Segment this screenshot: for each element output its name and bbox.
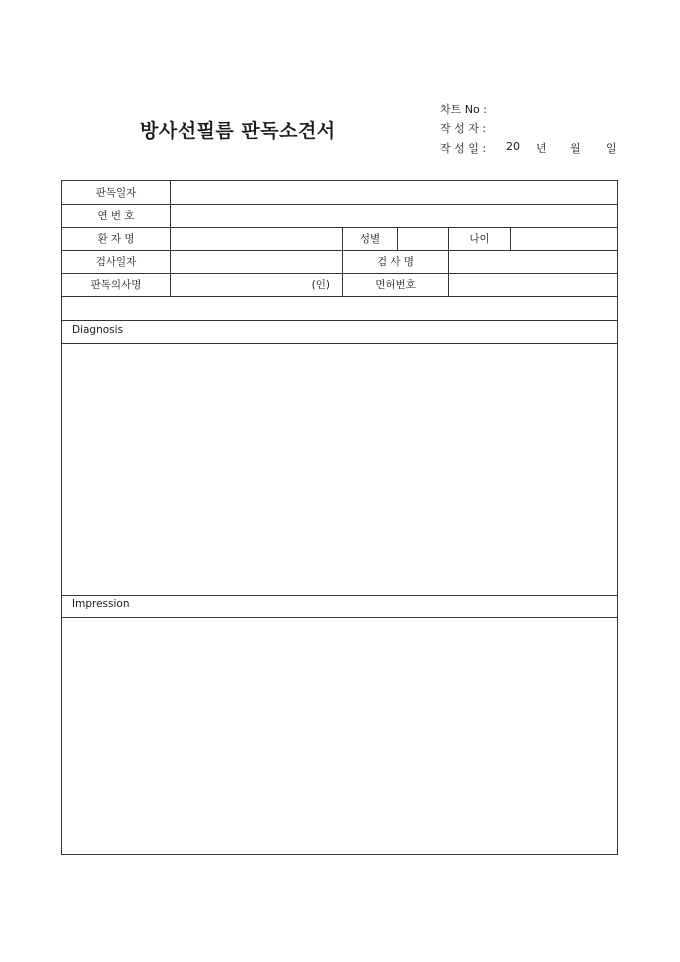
seal-mark: (인)	[311, 279, 330, 291]
age-field[interactable]	[511, 227, 617, 250]
sex-field[interactable]	[398, 227, 448, 250]
date-line	[440, 140, 620, 154]
exam-date-label: 검사일자	[95, 256, 137, 268]
exam-date-field[interactable]	[171, 250, 342, 273]
row-divider	[62, 320, 617, 321]
doctor-name-field[interactable]	[171, 273, 342, 296]
blank-row	[62, 296, 617, 320]
diagnosis-heading: Diagnosis	[72, 324, 124, 336]
exam-name-field[interactable]	[449, 250, 617, 273]
chart-no-label: 차트 No :	[440, 103, 487, 116]
reading-date-field[interactable]	[171, 181, 617, 204]
writer-line	[440, 120, 486, 136]
diagnosis-area[interactable]	[62, 344, 617, 595]
serial-no-label: 연 번 호	[97, 210, 135, 222]
patient-name-label: 환 자 명	[97, 233, 135, 245]
serial-no-field[interactable]	[171, 204, 617, 227]
date-label: 작 성 일 :	[440, 142, 487, 155]
exam-name-label: 검 사 명	[376, 256, 415, 268]
patient-name-field[interactable]	[171, 227, 342, 250]
sex-label: 성별	[359, 233, 381, 245]
date-year-unit: 년	[536, 142, 547, 155]
impression-area[interactable]	[62, 618, 617, 854]
license-no-label: 면허번호	[375, 279, 416, 291]
impression-heading: Impression	[72, 598, 130, 610]
license-no-field[interactable]	[449, 273, 617, 296]
date-year-prefix: 20	[506, 140, 520, 153]
document-title: 방사선필름 판독소견서	[140, 120, 336, 142]
doctor-name-label: 판독의사명	[90, 279, 142, 291]
age-label: 나이	[469, 233, 490, 245]
chart-no-line	[440, 101, 487, 117]
reading-date-label: 판독일자	[95, 187, 137, 199]
writer-label: 작 성 자 :	[440, 122, 487, 135]
row-divider	[62, 595, 617, 596]
report-table	[61, 180, 618, 855]
date-day-unit: 일	[606, 142, 617, 155]
date-month-unit: 월	[570, 142, 581, 155]
